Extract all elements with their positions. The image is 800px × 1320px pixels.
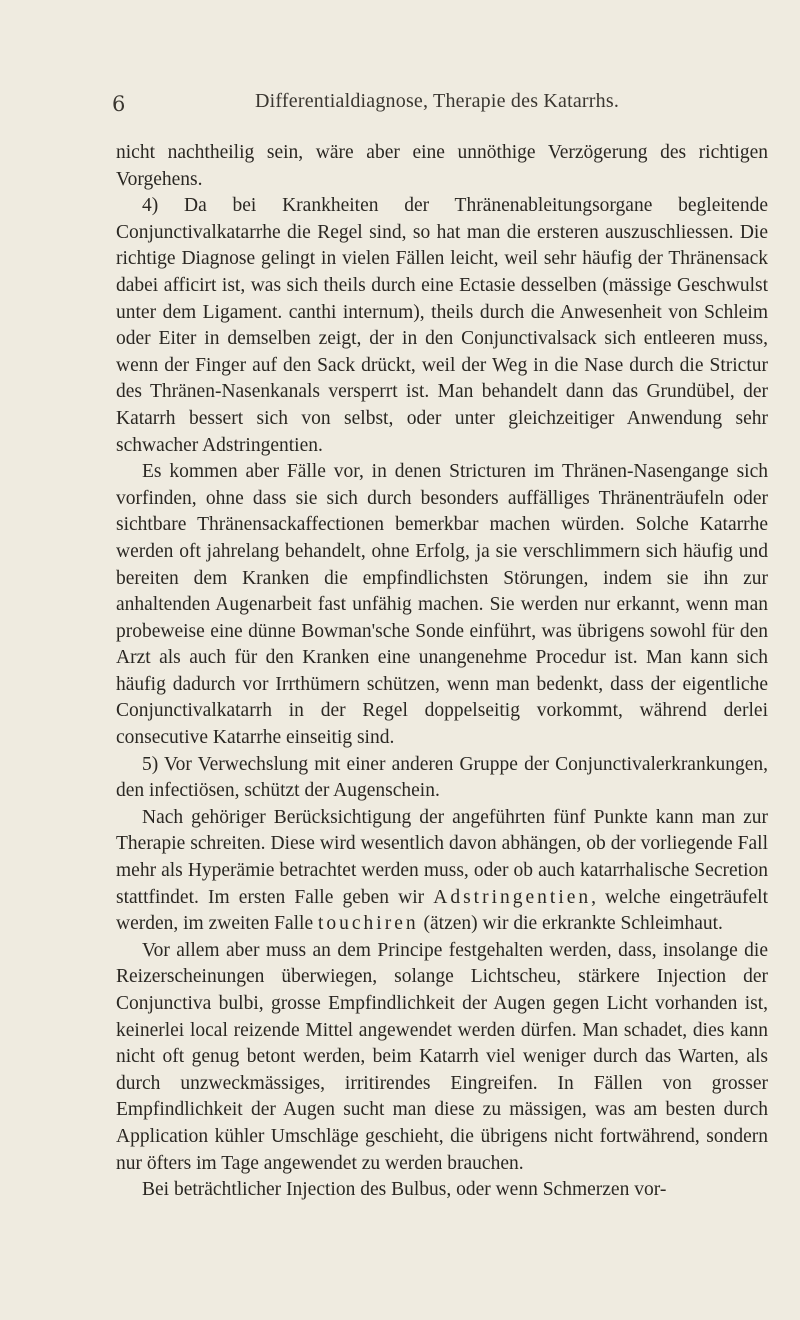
emphasis-adstringentien: Adstringentien	[433, 886, 592, 908]
paragraph-point-5: 5) Vor Verwechslung mit einer anderen Gruppe der Conjunctivalerkrankungen, den infectiösen, schützt der Augenschein.	[116, 753, 768, 802]
body-text	[116, 140, 768, 1204]
therapie-text-2: , welche eingeträufelt werden, im zweiten Falle	[116, 886, 769, 935]
paragraph-therapie	[116, 805, 768, 938]
paragraph-continuation: nicht nachtheilig sein, wäre aber eine unnöthige Verzögerung des richtigen Vorgehens.	[116, 142, 768, 190]
page-number: 6	[112, 92, 126, 116]
paragraph-point-4: 4) Da bei Krankheiten der Thränenableitungsorgane begleitende Conjunctivalkatarrhe die Regel sind, so hat man die ersteren auszuschliessen. Die richtige Diagnose gelingt in vielen Fällen leicht, weil sehr häufig der Thränensack dabei afficirt ist, was sich theils durch eine Ectasie desselben (mässige Geschwulst unter dem Ligament. canthi internum), theils durch die Anwesenheit von Schleim oder Eiter in demselben zeigt, der in den Conjunctivalsack sich entleeren muss, wenn der Finger auf den Sack drückt, weil der Weg in die Nase durch die Strictur des Thränen-Nasenkanals versperrt ist. Man behandelt dann das Grundübel, der Katarrh bessert sich von selbst, oder unter gleichzeitiger Anwendung sehr schwacher Adstringentien.	[116, 195, 768, 456]
running-head	[0, 88, 800, 120]
paragraph-principle: Vor allem aber muss an dem Principe festgehalten werden, dass, insolange die Reizerscheinungen überwiegen, solange Lichtscheu, stärkere Injection der Conjunctiva bulbi, grosse Empfindlichkeit der Augen gegen Licht vorhanden ist, keinerlei local reizende Mittel angewendet werden dürfen. Man schadet, dies kann nicht oft genug betont werden, beim Katarrh viel weniger durch das Warten, als durch unzweckmässiges, irritirendes Eingreifen. In Fällen von grosser Empfindlichkeit der Augen sucht man diese zu mässigen, was am besten durch Application kühler Umschläge geschieht, die übrigens nicht fortwährend, sondern nur öfters im Tage angewendet zu werden brauchen.	[116, 939, 768, 1174]
therapie-text-3: (ätzen) wir die erkrankte Schleimhaut.	[423, 913, 723, 935]
therapie-text-1: Nach gehöriger Berücksichtigung der angeführten fünf Punkte kann man zur Therapie schreiten. Diese wird wesentlich davon abhängen, ob der vorliegende Fall mehr als Hyperämie betrachtet werden muss, oder ob auch katarrhalische Secretion stattfindet. Im ersten Falle geben wir	[116, 806, 768, 908]
paragraph-injection: Bei beträchtlicher Injection des Bulbus, oder wenn Schmerzen vor-	[142, 1179, 667, 1201]
running-head-title: Differentialdiagnose, Therapie des Katarrhs.	[255, 90, 620, 112]
emphasis-touchiren: touchiren	[317, 913, 419, 935]
paragraph-stricturen: Es kommen aber Fälle vor, in denen Stricturen im Thränen-Nasengange sich vorfinden, ohne dass sie sich durch besonders auffälliges Thränenträufeln oder sichtbare Thränensackaffectionen bemerkbar machen würden. Solche Katarrhe werden oft jahrelang behandelt, ohne Erfolg, ja sie verschlimmern sich häufig und bereiten dem Kranken die empfindlichsten Störungen, indem sie ihn zur anhaltenden Augenarbeit fast unfähig machen. Sie werden nur erkannt, wenn man probeweise eine dünne Bowman'sche Sonde einführt, was übrigens sowohl für den Arzt als auch für den Kranken eine unangenehme Procedur ist. Man kann sich häufig dadurch vor Irrthümern schützen, wenn man bedenkt, dass der eigentliche Conjunctivalkatarrh in der Regel doppelseitig vorkommt, während derlei consecutive Katarrhe einseitig sind.	[116, 461, 768, 749]
